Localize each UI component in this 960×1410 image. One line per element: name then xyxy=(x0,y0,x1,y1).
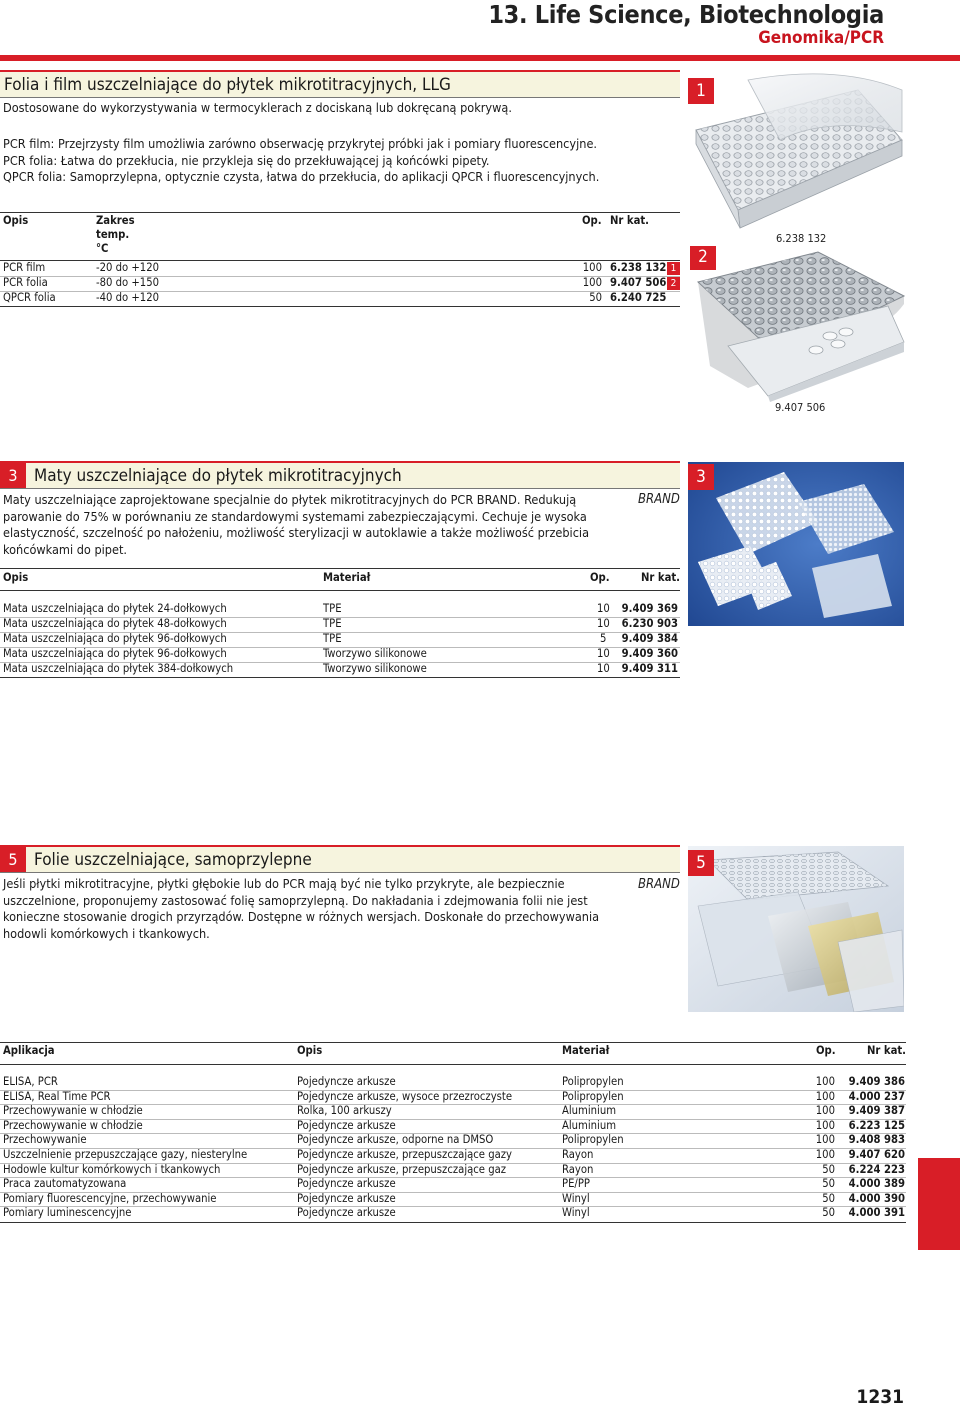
cell-material: Rayon xyxy=(562,1148,594,1161)
section-3-description xyxy=(3,492,589,558)
pcr-film-image xyxy=(688,70,906,238)
table-row xyxy=(0,647,680,662)
chapter-subtitle: Genomika/PCR xyxy=(758,28,884,48)
cell-nr: 9.409 387 xyxy=(848,1104,905,1118)
cell-material: Polipropylen xyxy=(562,1075,624,1088)
cell-aplikacja: ELISA, PCR xyxy=(3,1075,58,1088)
table-row xyxy=(0,1133,906,1148)
cell-opis: Pojedyncze arkusze xyxy=(297,1177,396,1191)
table-row xyxy=(0,1119,906,1134)
section-5-title-bar xyxy=(0,845,680,873)
table-row xyxy=(0,291,680,306)
table-bottom-rule xyxy=(0,1222,906,1223)
section-1-line: QPCR folia: Samoprzylepna, optycznie czysta, łatwa do przekłucia, do aplikacji QPCR i fluorescencyjnych. xyxy=(3,169,600,185)
header-rule xyxy=(0,55,960,61)
cell-opis: Pojedyncze arkusze, odporne na DMSO xyxy=(297,1133,494,1147)
table-row xyxy=(0,1090,906,1105)
table-bottom-rule xyxy=(0,677,680,678)
cell-material: Winyl xyxy=(562,1206,590,1220)
section-1-description xyxy=(3,136,599,186)
col-header-zakres: Zakres xyxy=(96,214,135,227)
cell-material: Tworzywo silikonowe xyxy=(323,647,427,660)
cell-nr: 6.238 132 xyxy=(610,261,667,274)
section-5-line: hodowli komórkowych i tkankowych. xyxy=(3,925,210,941)
image-number-badge: 3 xyxy=(688,464,714,490)
cell-opis: Rolka, 100 arkuszy xyxy=(297,1104,392,1118)
adhesive-foils-image xyxy=(688,846,904,1012)
image-caption: 9.407 506 xyxy=(775,401,826,414)
cell-material: Winyl xyxy=(562,1191,590,1205)
col-header-op: Op. xyxy=(816,1044,836,1057)
cell-op: 100 xyxy=(582,261,602,274)
table-row xyxy=(0,1163,906,1178)
cell-nr: 9.408 983 xyxy=(848,1133,905,1147)
col-header-opis: Opis xyxy=(297,1044,323,1057)
cell-aplikacja: Przechowywanie w chłodzie xyxy=(3,1118,143,1132)
cell-opis: QPCR folia xyxy=(3,291,56,304)
chapter-side-tab xyxy=(918,1158,960,1250)
cell-opis: Pojedyncze arkusze xyxy=(297,1206,396,1220)
cell-nr: 4.000 391 xyxy=(848,1206,905,1220)
section-3-title: Maty uszczelniające do płytek mikrotitracyjnych xyxy=(34,466,402,486)
table-bottom-rule xyxy=(0,306,680,307)
cell-material: TPE xyxy=(323,602,342,615)
cell-nr: 4.000 237 xyxy=(848,1089,905,1103)
cell-op: 100 xyxy=(815,1089,835,1103)
table-row xyxy=(0,632,680,647)
cell-aplikacja: ELISA, Real Time PCR xyxy=(3,1089,111,1103)
cell-op: 100 xyxy=(815,1133,835,1147)
table-row xyxy=(0,602,680,617)
cell-aplikacja: Hodowle kultur komórkowych i tkankowych xyxy=(3,1162,221,1176)
image-number-badge: 2 xyxy=(690,246,716,270)
cell-zakres: -40 do +120 xyxy=(96,291,160,304)
section-3-table xyxy=(0,568,680,678)
cell-opis: Mata uszczelniająca do płytek 96-dołkowych xyxy=(3,632,227,645)
chapter-title: 13. Life Science, Biotechnologia xyxy=(488,0,884,29)
col-header-op: Op. xyxy=(590,571,610,584)
cell-nr: 4.000 389 xyxy=(848,1177,905,1191)
section-1-line: PCR film: Przejrzysty film umożliwia zarówno obserwację przykrytej próbki jak i pomiary fluorescencyjne. xyxy=(3,136,598,151)
section-3-line: Maty uszczelniające zaprojektowane specjalnie do płytek mikrotitracyjnych do PCR BRAND. Redukują xyxy=(3,492,577,507)
cell-opis: Pojedyncze arkusze, przepuszczające gazy xyxy=(297,1148,512,1161)
cell-material: TPE xyxy=(323,632,342,645)
section-3-line: końcówkami do pipet. xyxy=(3,541,127,557)
section-1-intro-text: Dostosowane do wykorzystywania w termocyklerach z dociskaną lub dokręcaną pokrywą. xyxy=(3,100,512,115)
image-ref-badge: 2 xyxy=(667,277,680,290)
cell-zakres: -80 do +150 xyxy=(96,276,160,289)
col-header-opis: Opis xyxy=(3,214,29,227)
section-3-line: elastyczność, szczelność po nałożeniu, możliwość sterylizacji w autoklawie a także możliwość przebicia xyxy=(3,525,590,541)
table-row xyxy=(0,1104,906,1119)
section-1-title-bar xyxy=(0,70,680,98)
cell-aplikacja: Pomiary fluorescencyjne, przechowywanie xyxy=(3,1191,217,1205)
section-number-badge: 3 xyxy=(0,463,26,489)
cell-material: Tworzywo silikonowe xyxy=(323,662,427,675)
col-header-zakres-unit: °C xyxy=(96,242,109,255)
col-header-nr: Nr kat. xyxy=(867,1044,907,1057)
pcr-plate-film-illustration xyxy=(688,70,906,238)
col-header-material: Materiał xyxy=(562,1044,610,1057)
cell-op: 10 xyxy=(597,617,610,630)
cell-material: Aluminium xyxy=(562,1118,617,1132)
table-row xyxy=(0,1206,906,1221)
section-5-line: Jeśli płytki mikrotitracyjne, płytki głębokie lub do PCR mają być nie tylko przykryte, ale bezpiecznie xyxy=(3,876,565,891)
section-1-intro xyxy=(3,100,512,117)
section-5-line: konieczne stosowanie drogich przyrządów. Dostępne w różnych wersjach. Doskonałe do przechowywania xyxy=(3,909,600,925)
cell-nr: 9.407 620 xyxy=(848,1148,905,1161)
cell-nr: 9.409 386 xyxy=(848,1075,905,1088)
section-3-title-bar xyxy=(0,461,680,489)
cell-nr: 9.409 360 xyxy=(621,647,678,660)
cell-material: PE/PP xyxy=(562,1177,590,1191)
sealing-mats-illustration xyxy=(688,462,904,626)
table-row xyxy=(0,261,680,276)
cell-nr: 9.409 369 xyxy=(621,602,678,615)
table-top-rule xyxy=(0,1042,906,1043)
cell-aplikacja: Praca zautomatyzowana xyxy=(3,1177,127,1191)
cell-op: 100 xyxy=(815,1118,835,1132)
cell-nr: 6.224 223 xyxy=(848,1162,905,1176)
table-top-rule xyxy=(0,568,680,569)
section-3-line: parowanie do 75% w porównaniu ze standardowymi systemami zabezpieczającymi. Cechuje je wysoka xyxy=(3,508,587,524)
sealing-mats-image xyxy=(688,462,904,626)
cell-nr: 6.230 903 xyxy=(621,617,678,630)
brand-logo: BRAND xyxy=(638,492,680,507)
cell-nr: 9.409 384 xyxy=(621,632,678,645)
cell-op: 100 xyxy=(815,1104,835,1118)
table-row xyxy=(0,1148,906,1163)
table-header-rule xyxy=(0,590,680,591)
col-header-opis: Opis xyxy=(3,571,29,584)
image-ref-badge: 1 xyxy=(667,262,680,275)
cell-opis: Pojedyncze arkusze, przepuszczające gaz xyxy=(297,1162,507,1176)
cell-op: 50 xyxy=(822,1177,835,1191)
cell-opis: Pojedyncze arkusze xyxy=(297,1075,396,1088)
cell-opis: Mata uszczelniająca do płytek 96-dołkowych xyxy=(3,647,227,660)
section-1-table xyxy=(0,212,680,308)
image-caption: 6.238 132 xyxy=(776,232,827,245)
table-row xyxy=(0,1177,906,1192)
image-number-badge: 5 xyxy=(688,850,714,876)
pcr-plate-foil-illustration xyxy=(688,246,906,402)
table-top-rule xyxy=(0,212,680,213)
cell-op: 50 xyxy=(589,291,602,304)
section-1-title: Folia i film uszczelniające do płytek mikrotitracyjnych, LLG xyxy=(4,75,451,95)
cell-opis: PCR folia xyxy=(3,276,48,289)
cell-aplikacja: Pomiary luminescencyjne xyxy=(3,1206,132,1220)
cell-nr: 4.000 390 xyxy=(848,1191,905,1205)
cell-nr: 9.409 311 xyxy=(621,662,678,675)
col-header-op: Op. xyxy=(582,214,602,227)
section-5-title: Folie uszczelniające, samoprzylepne xyxy=(34,850,312,870)
cell-material: Aluminium xyxy=(562,1104,617,1118)
cell-op: 5 xyxy=(600,632,607,645)
cell-op: 10 xyxy=(597,647,610,660)
col-header-nr: Nr kat. xyxy=(610,214,650,227)
table-row xyxy=(0,617,680,632)
cell-nr: 6.240 725 xyxy=(610,291,667,304)
table-row xyxy=(0,276,680,291)
cell-op: 50 xyxy=(822,1206,835,1220)
cell-op: 50 xyxy=(822,1191,835,1205)
image-number-badge: 1 xyxy=(688,78,714,104)
cell-opis: Pojedyncze arkusze, wysoce przezroczyste xyxy=(297,1089,513,1103)
cell-material: Polipropylen xyxy=(562,1089,624,1103)
cell-op: 100 xyxy=(582,276,602,289)
col-header-aplikacja: Aplikacja xyxy=(3,1044,55,1057)
table-row xyxy=(0,1075,906,1090)
cell-opis: Pojedyncze arkusze xyxy=(297,1118,396,1132)
cell-material: Polipropylen xyxy=(562,1133,624,1147)
pcr-foil-image xyxy=(688,246,906,402)
cell-aplikacja: Uszczelnienie przepuszczające gazy, niesterylne xyxy=(3,1148,248,1161)
section-5-line: uszczelnione, proponujemy zastosować folię samoprzylepną. Do nakładania i zdejmowania folii nie jest xyxy=(3,892,588,908)
cell-op: 50 xyxy=(822,1162,835,1176)
table-header-rule xyxy=(0,1064,906,1065)
cell-nr: 6.223 125 xyxy=(848,1118,905,1132)
brand-logo: BRAND xyxy=(638,877,680,892)
section-5-table xyxy=(0,1042,906,1224)
cell-material: Rayon xyxy=(562,1162,594,1176)
cell-op: 10 xyxy=(597,662,610,675)
section-5-description xyxy=(3,876,599,942)
cell-opis: Mata uszczelniająca do płytek 384-dołkowych xyxy=(3,662,234,675)
cell-zakres: -20 do +120 xyxy=(96,261,160,274)
cell-aplikacja: Przechowywanie w chłodzie xyxy=(3,1104,143,1118)
col-header-nr: Nr kat. xyxy=(641,571,681,584)
cell-opis: PCR film xyxy=(3,261,46,274)
cell-op: 100 xyxy=(815,1148,835,1161)
cell-nr: 9.407 506 xyxy=(610,276,667,289)
section-1-line: PCR folia: Łatwa do przekłucia, nie przykleja się do przekłuwającej ją końcówki pipety. xyxy=(3,152,490,168)
cell-opis: Mata uszczelniająca do płytek 24-dołkowych xyxy=(3,602,227,615)
cell-op: 10 xyxy=(597,602,610,615)
cell-opis: Mata uszczelniająca do płytek 48-dołkowych xyxy=(3,617,227,630)
col-header-material: Materiał xyxy=(323,571,371,584)
cell-aplikacja: Przechowywanie xyxy=(3,1133,87,1147)
adhesive-foils-illustration xyxy=(688,846,904,1012)
cell-opis: Pojedyncze arkusze xyxy=(297,1191,396,1205)
page-number: 1231 xyxy=(856,1386,904,1408)
table-row xyxy=(0,1192,906,1207)
cell-material: TPE xyxy=(323,617,342,630)
table-row xyxy=(0,662,680,677)
section-number-badge: 5 xyxy=(0,847,26,873)
col-header-zakres-temp: temp. xyxy=(96,228,130,241)
cell-op: 100 xyxy=(815,1075,835,1088)
